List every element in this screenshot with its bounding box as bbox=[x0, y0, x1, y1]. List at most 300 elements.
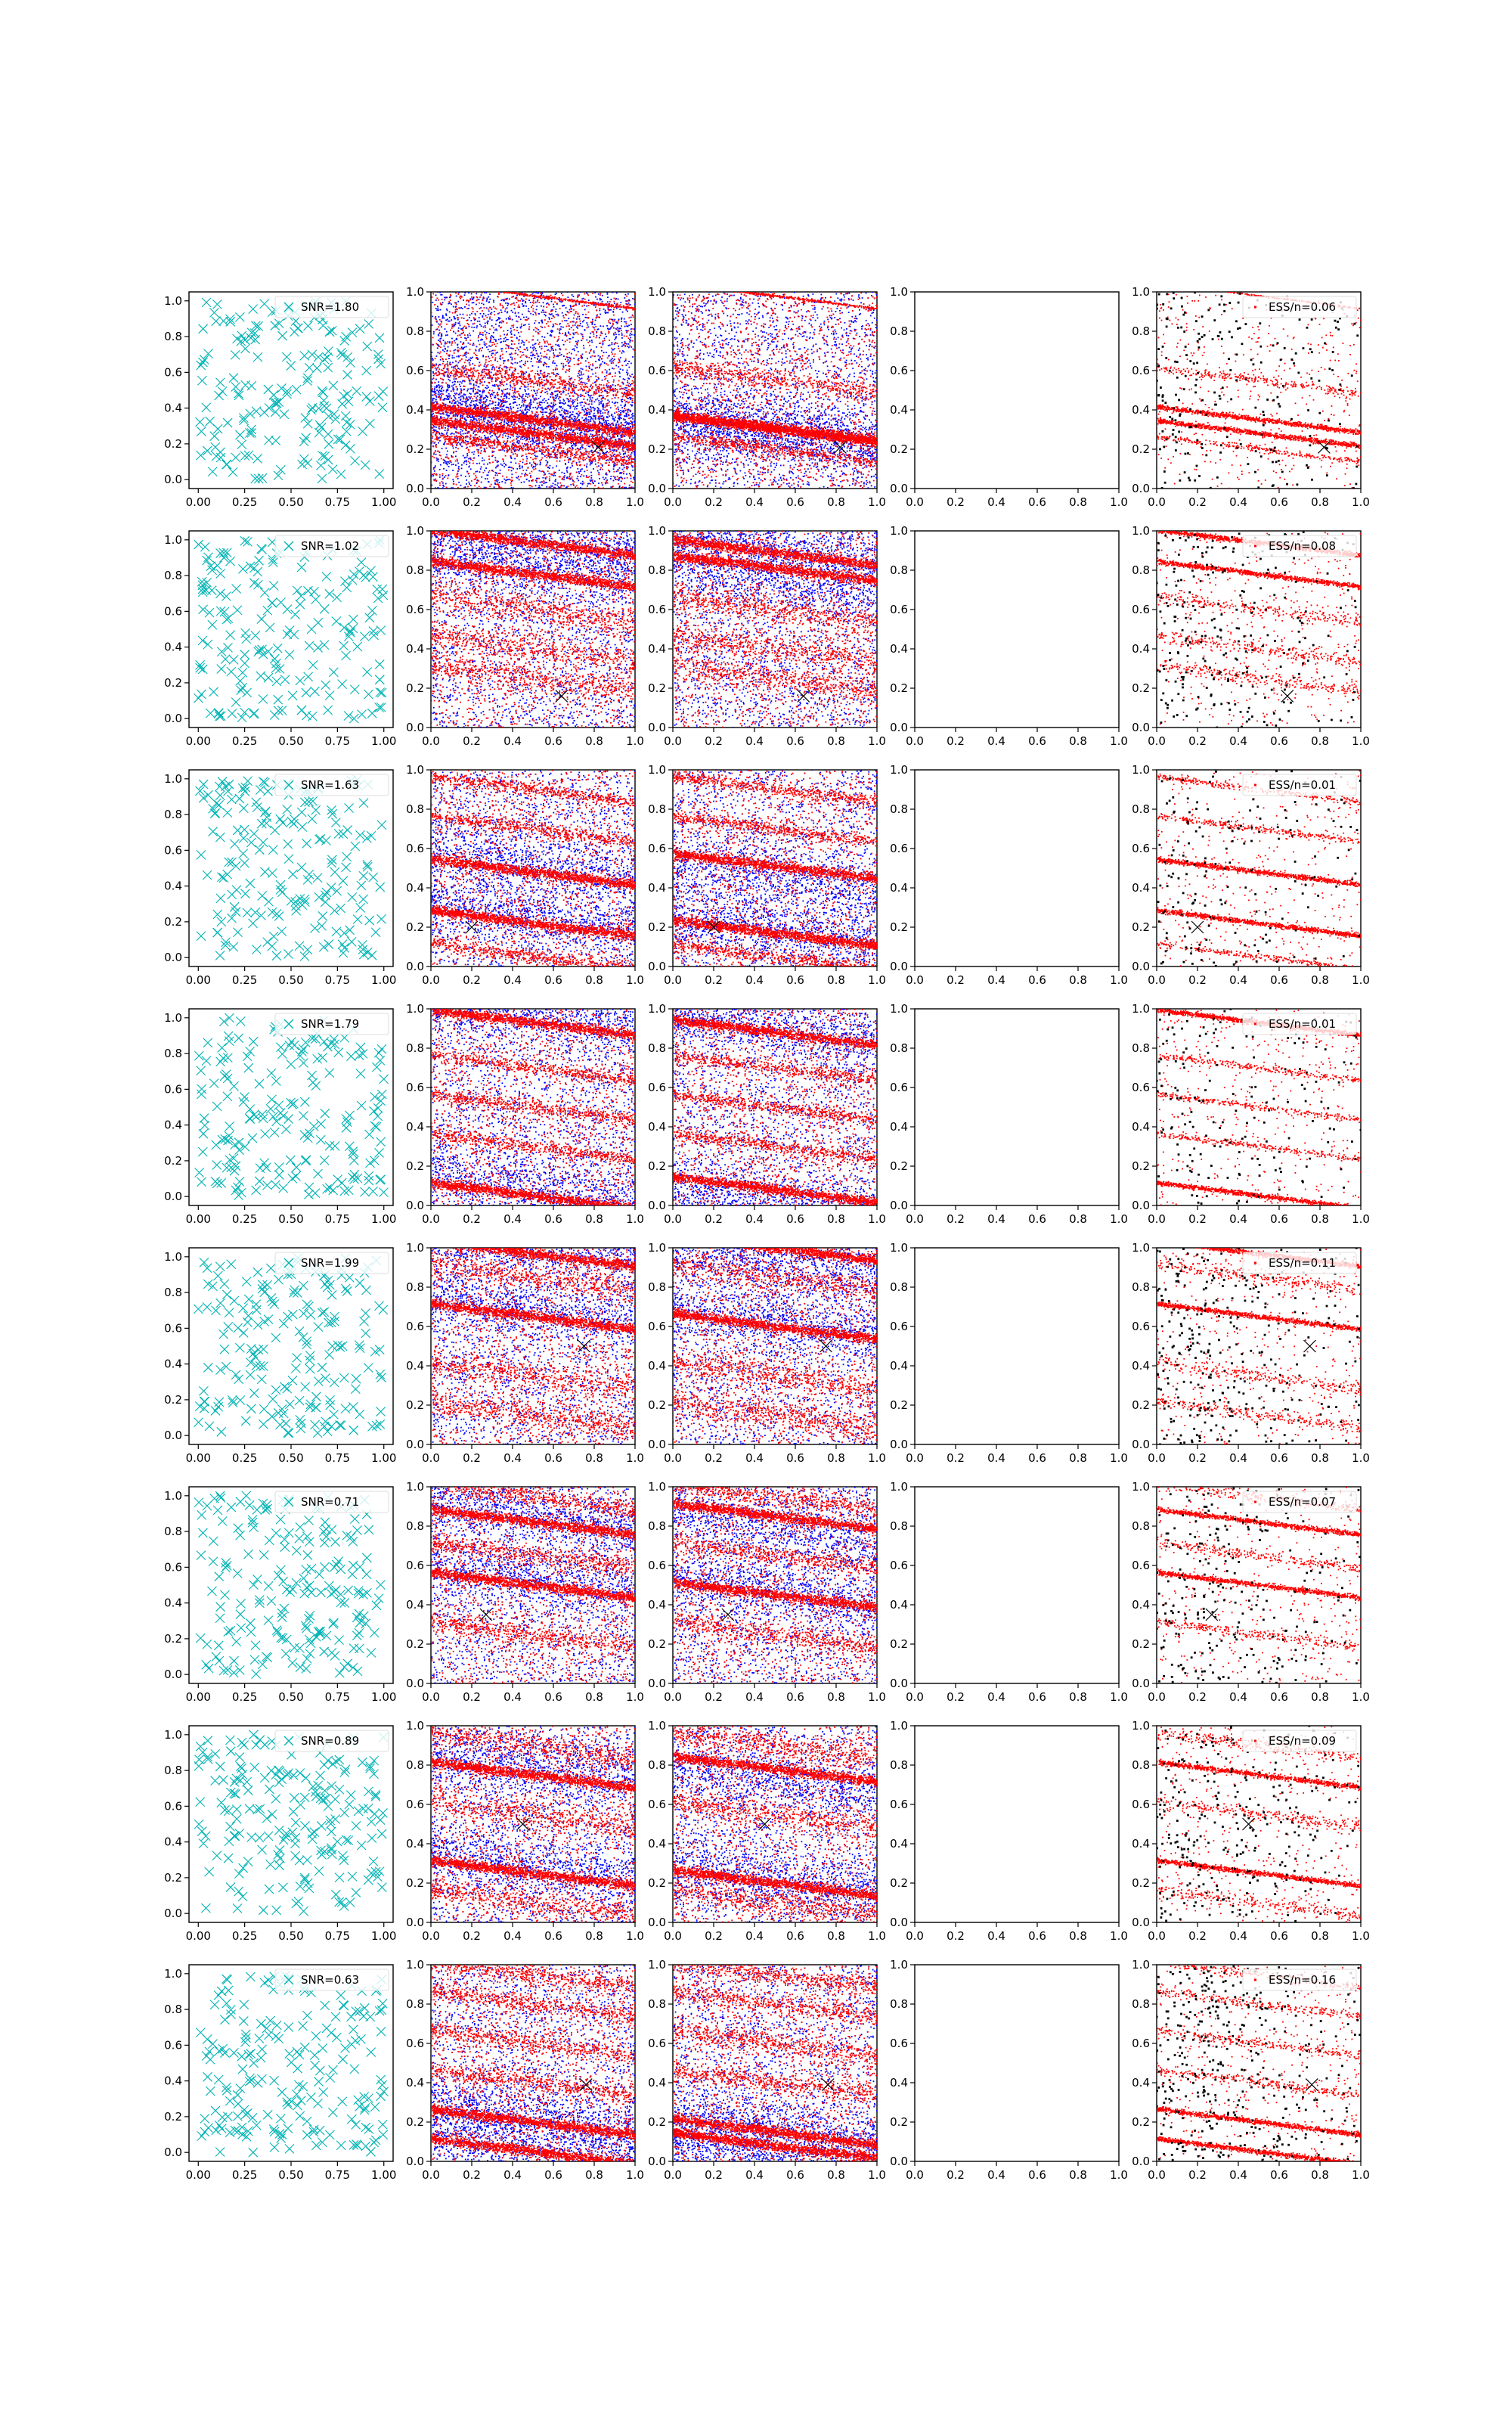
blue-point bbox=[466, 483, 467, 485]
blue-point bbox=[620, 302, 621, 303]
red-point bbox=[491, 365, 492, 366]
red-point bbox=[497, 361, 498, 362]
blue-point bbox=[479, 350, 480, 352]
red-point bbox=[516, 396, 518, 398]
red-point bbox=[609, 355, 610, 357]
blue-point bbox=[513, 302, 515, 304]
red-point bbox=[516, 449, 518, 451]
blue-point bbox=[446, 470, 448, 471]
red-point bbox=[633, 487, 634, 489]
blue-point bbox=[479, 349, 480, 351]
blue-point bbox=[631, 439, 633, 440]
blue-point bbox=[604, 362, 606, 364]
blue-point bbox=[556, 293, 557, 294]
blue-point bbox=[454, 378, 455, 380]
blue-point bbox=[621, 401, 623, 402]
blue-point bbox=[540, 464, 541, 465]
blue-point bbox=[628, 424, 630, 425]
blue-point bbox=[520, 327, 522, 328]
red-point bbox=[460, 391, 462, 392]
red-point bbox=[547, 349, 548, 351]
blue-point bbox=[468, 343, 469, 344]
blue-point bbox=[625, 360, 627, 361]
sample-x-marker bbox=[202, 403, 211, 412]
red-point bbox=[556, 454, 558, 455]
blue-point bbox=[458, 356, 460, 358]
blue-point bbox=[438, 442, 439, 444]
red-point bbox=[565, 412, 566, 414]
blue-point bbox=[603, 343, 604, 344]
blue-point bbox=[478, 455, 479, 457]
blue-point bbox=[573, 296, 575, 297]
blue-point bbox=[442, 448, 443, 449]
red-point bbox=[469, 431, 470, 433]
blue-point bbox=[490, 436, 491, 438]
blue-point bbox=[445, 448, 447, 449]
blue-point bbox=[548, 317, 550, 318]
blue-point bbox=[565, 358, 566, 360]
blue-point bbox=[621, 422, 622, 424]
blue-point bbox=[627, 411, 628, 413]
blue-point bbox=[602, 295, 603, 296]
blue-point bbox=[529, 408, 531, 409]
red-point bbox=[547, 340, 548, 342]
blue-point bbox=[520, 439, 522, 440]
blue-point bbox=[623, 454, 624, 455]
blue-point bbox=[586, 467, 587, 468]
blue-point bbox=[455, 418, 457, 420]
blue-point bbox=[444, 296, 445, 298]
red-point bbox=[607, 357, 609, 358]
blue-point bbox=[522, 314, 523, 315]
blue-point bbox=[458, 362, 460, 364]
red-point bbox=[474, 436, 476, 438]
blue-point bbox=[614, 339, 615, 340]
blue-point bbox=[614, 348, 615, 349]
blue-point bbox=[460, 416, 461, 417]
red-point bbox=[500, 487, 502, 489]
blue-point bbox=[530, 404, 531, 405]
blue-point bbox=[445, 296, 447, 298]
blue-point bbox=[578, 303, 580, 305]
red-point bbox=[631, 481, 632, 482]
blue-point bbox=[589, 352, 590, 354]
red-point bbox=[600, 467, 602, 469]
blue-point bbox=[553, 352, 554, 354]
blue-point bbox=[449, 395, 451, 396]
red-point bbox=[631, 400, 633, 402]
blue-point bbox=[458, 482, 460, 483]
blue-point bbox=[519, 410, 521, 411]
blue-point bbox=[458, 394, 460, 396]
blue-point bbox=[595, 461, 596, 462]
sample-x-marker bbox=[209, 308, 218, 317]
blue-point bbox=[532, 347, 534, 349]
red-point bbox=[618, 470, 619, 472]
blue-point bbox=[634, 334, 635, 336]
red-point bbox=[497, 466, 499, 467]
blue-point bbox=[601, 418, 603, 420]
blue-point bbox=[446, 395, 448, 396]
blue-point bbox=[434, 386, 435, 388]
sample-x-marker bbox=[324, 363, 333, 372]
blue-point bbox=[573, 348, 575, 349]
blue-point bbox=[485, 330, 486, 332]
blue-point bbox=[452, 387, 454, 389]
blue-point bbox=[630, 384, 631, 386]
sample-x-marker bbox=[323, 353, 332, 362]
red-point bbox=[466, 308, 468, 309]
blue-point bbox=[546, 366, 547, 368]
blue-point bbox=[539, 487, 541, 489]
red-point bbox=[479, 302, 480, 304]
blue-point bbox=[513, 407, 514, 408]
blue-point bbox=[572, 294, 573, 296]
blue-point bbox=[449, 380, 451, 382]
blue-point bbox=[610, 476, 612, 477]
blue-point bbox=[448, 386, 450, 388]
blue-point bbox=[525, 407, 527, 408]
blue-point bbox=[615, 337, 617, 339]
blue-point bbox=[575, 346, 576, 347]
red-point bbox=[562, 321, 563, 322]
blue-point bbox=[534, 398, 535, 399]
blue-point bbox=[437, 352, 438, 353]
blue-point bbox=[453, 448, 454, 449]
blue-point bbox=[447, 334, 448, 336]
red-point bbox=[578, 296, 579, 297]
blue-point bbox=[477, 389, 479, 391]
blue-point bbox=[493, 423, 494, 424]
blue-point bbox=[556, 485, 558, 486]
red-point bbox=[569, 371, 570, 372]
blue-point bbox=[507, 388, 508, 389]
blue-point bbox=[473, 296, 475, 298]
sample-x-marker bbox=[352, 386, 361, 396]
red-point bbox=[557, 444, 559, 445]
blue-point bbox=[469, 416, 471, 417]
blue-point bbox=[481, 482, 482, 483]
blue-point bbox=[530, 400, 531, 402]
red-point bbox=[440, 323, 442, 324]
red-point bbox=[471, 379, 472, 380]
red-point bbox=[493, 306, 494, 308]
blue-point bbox=[539, 470, 541, 472]
red-point bbox=[509, 354, 510, 355]
blue-point bbox=[433, 333, 435, 334]
blue-point bbox=[473, 385, 475, 386]
red-point bbox=[517, 477, 519, 479]
blue-point bbox=[544, 299, 546, 300]
blue-point bbox=[562, 340, 563, 341]
red-point bbox=[534, 463, 535, 464]
red-point bbox=[500, 303, 501, 305]
blue-point bbox=[445, 328, 446, 330]
red-point bbox=[551, 372, 553, 374]
blue-point bbox=[625, 365, 627, 366]
blue-point bbox=[580, 469, 581, 470]
blue-point bbox=[464, 486, 466, 488]
blue-point bbox=[460, 475, 462, 476]
blue-point bbox=[538, 329, 539, 330]
sample-x-marker bbox=[260, 299, 269, 309]
blue-point bbox=[432, 371, 434, 373]
panel-r1-c2 bbox=[406, 285, 644, 509]
blue-point bbox=[479, 321, 480, 322]
blue-point bbox=[569, 368, 570, 370]
blue-point bbox=[612, 349, 613, 351]
blue-point bbox=[551, 331, 553, 333]
blue-point bbox=[484, 292, 485, 293]
blue-point bbox=[523, 481, 525, 482]
blue-point bbox=[466, 455, 468, 456]
blue-point bbox=[578, 429, 580, 430]
red-point bbox=[432, 337, 434, 338]
blue-point bbox=[578, 473, 580, 474]
blue-point bbox=[485, 395, 487, 396]
red-point bbox=[447, 430, 448, 431]
red-point bbox=[498, 486, 500, 487]
blue-point bbox=[472, 344, 473, 346]
sample-x-marker bbox=[223, 418, 232, 427]
blue-point bbox=[603, 479, 605, 480]
blue-point bbox=[582, 483, 584, 485]
blue-point bbox=[610, 309, 612, 311]
blue-point bbox=[457, 388, 458, 389]
blue-point bbox=[564, 473, 565, 474]
blue-point bbox=[600, 299, 602, 300]
blue-point bbox=[580, 470, 581, 472]
blue-point bbox=[534, 390, 535, 392]
blue-point bbox=[496, 437, 497, 439]
blue-point bbox=[536, 448, 538, 449]
blue-point bbox=[503, 461, 504, 462]
blue-point bbox=[532, 467, 534, 469]
blue-point bbox=[609, 448, 611, 450]
blue-point bbox=[593, 408, 595, 410]
red-point bbox=[505, 455, 507, 457]
blue-point bbox=[494, 457, 496, 458]
blue-point bbox=[444, 444, 445, 445]
blue-point bbox=[626, 448, 627, 450]
blue-point bbox=[483, 460, 485, 461]
blue-point bbox=[627, 382, 628, 383]
blue-point bbox=[531, 293, 533, 295]
blue-point bbox=[615, 365, 617, 367]
blue-point bbox=[562, 403, 564, 405]
blue-point bbox=[500, 399, 501, 401]
blue-point bbox=[544, 408, 546, 409]
blue-point bbox=[540, 428, 541, 430]
blue-point bbox=[592, 365, 593, 367]
blue-point bbox=[479, 317, 480, 318]
red-point bbox=[569, 400, 571, 402]
blue-point bbox=[435, 365, 437, 366]
blue-point bbox=[627, 363, 629, 365]
red-point bbox=[460, 298, 461, 299]
red-point bbox=[491, 484, 492, 486]
red-point bbox=[463, 355, 464, 357]
blue-point bbox=[455, 324, 457, 325]
blue-point bbox=[493, 385, 494, 386]
blue-point bbox=[555, 344, 556, 346]
blue-point bbox=[550, 350, 551, 352]
blue-point bbox=[439, 451, 441, 453]
blue-point bbox=[631, 363, 632, 365]
blue-point bbox=[501, 389, 503, 391]
red-point bbox=[600, 334, 601, 336]
red-point bbox=[550, 321, 551, 322]
red-point bbox=[476, 358, 478, 359]
blue-point bbox=[438, 309, 439, 311]
blue-point bbox=[525, 393, 527, 395]
blue-point bbox=[505, 402, 507, 403]
x-tick-label: 0.0 bbox=[422, 495, 440, 509]
blue-point bbox=[504, 311, 506, 312]
x-tick-label: 1.00 bbox=[371, 495, 396, 509]
blue-point bbox=[511, 343, 513, 345]
blue-point bbox=[519, 388, 521, 389]
blue-point bbox=[435, 399, 437, 400]
blue-point bbox=[554, 475, 556, 476]
blue-point bbox=[618, 346, 619, 347]
blue-point bbox=[589, 451, 590, 453]
blue-point bbox=[449, 386, 451, 387]
blue-point bbox=[522, 473, 523, 475]
blue-point bbox=[537, 408, 538, 409]
blue-point bbox=[523, 405, 525, 407]
blue-point bbox=[512, 312, 513, 313]
red-point bbox=[499, 312, 500, 314]
blue-point bbox=[583, 320, 584, 321]
red-point bbox=[537, 464, 538, 465]
red-point bbox=[541, 458, 543, 459]
red-point bbox=[502, 307, 503, 309]
blue-point bbox=[577, 448, 578, 449]
blue-point bbox=[538, 485, 540, 486]
blue-point bbox=[453, 481, 454, 482]
blue-point bbox=[503, 300, 505, 302]
blue-point bbox=[545, 446, 547, 448]
blue-point bbox=[469, 462, 470, 464]
red-point bbox=[439, 352, 441, 354]
sample-x-marker bbox=[236, 430, 245, 439]
blue-point bbox=[474, 319, 476, 321]
blue-point bbox=[590, 408, 592, 409]
blue-point bbox=[547, 302, 549, 304]
blue-point bbox=[503, 334, 505, 336]
blue-point bbox=[518, 349, 519, 351]
blue-point bbox=[509, 479, 510, 480]
sample-x-marker bbox=[253, 454, 262, 463]
red-point bbox=[528, 326, 530, 327]
blue-point bbox=[584, 383, 586, 384]
blue-point bbox=[448, 387, 449, 389]
red-point bbox=[569, 328, 570, 330]
blue-point bbox=[512, 427, 513, 428]
y-tick-label: 0.0 bbox=[406, 482, 424, 495]
blue-point bbox=[552, 408, 553, 410]
red-point bbox=[449, 377, 451, 378]
blue-point bbox=[606, 422, 607, 424]
blue-point bbox=[607, 399, 609, 401]
red-point bbox=[461, 296, 463, 298]
blue-point bbox=[544, 337, 546, 338]
blue-point bbox=[559, 352, 561, 354]
blue-point bbox=[472, 357, 473, 358]
blue-point bbox=[569, 309, 571, 311]
red-point bbox=[609, 301, 611, 302]
red-point bbox=[493, 407, 494, 408]
blue-point bbox=[581, 468, 583, 470]
blue-point bbox=[454, 383, 456, 385]
blue-point bbox=[538, 322, 540, 324]
blue-point bbox=[624, 435, 625, 436]
blue-point bbox=[484, 369, 485, 371]
blue-point bbox=[600, 325, 602, 327]
red-point bbox=[562, 431, 563, 433]
blue-point bbox=[543, 306, 544, 308]
blue-point bbox=[527, 349, 528, 351]
blue-point bbox=[525, 390, 526, 392]
blue-point bbox=[571, 327, 572, 328]
blue-point bbox=[548, 358, 550, 360]
blue-point bbox=[503, 385, 504, 386]
red-point bbox=[469, 432, 470, 433]
blue-point bbox=[630, 423, 631, 424]
blue-point bbox=[573, 358, 575, 359]
blue-point bbox=[510, 384, 511, 386]
red-point bbox=[491, 342, 493, 343]
blue-point bbox=[505, 479, 507, 481]
blue-point bbox=[528, 427, 530, 429]
blue-point bbox=[606, 336, 607, 337]
red-point bbox=[513, 395, 515, 396]
blue-point bbox=[457, 389, 458, 391]
blue-point bbox=[592, 397, 593, 399]
blue-point bbox=[511, 470, 513, 471]
blue-point bbox=[492, 367, 494, 368]
blue-point bbox=[476, 470, 478, 472]
red-point bbox=[538, 478, 540, 479]
blue-point bbox=[613, 468, 615, 470]
blue-point bbox=[629, 300, 631, 302]
red-point bbox=[512, 440, 513, 442]
blue-point bbox=[480, 307, 482, 309]
blue-point bbox=[509, 369, 510, 371]
blue-point bbox=[537, 340, 538, 341]
blue-point bbox=[611, 299, 612, 300]
blue-point bbox=[615, 321, 617, 323]
blue-point bbox=[505, 389, 507, 390]
red-point bbox=[621, 365, 623, 366]
blue-point bbox=[569, 338, 570, 340]
blue-point bbox=[585, 408, 587, 410]
blue-point bbox=[606, 391, 608, 392]
blue-point bbox=[506, 422, 507, 424]
blue-point bbox=[484, 343, 485, 345]
red-point bbox=[440, 302, 442, 304]
blue-point bbox=[573, 402, 575, 404]
red-point bbox=[630, 487, 631, 489]
blue-point bbox=[542, 414, 544, 416]
blue-point bbox=[593, 401, 595, 402]
blue-point bbox=[544, 442, 546, 443]
blue-point bbox=[519, 365, 521, 367]
blue-point bbox=[624, 422, 626, 424]
blue-point bbox=[565, 430, 566, 431]
blue-point bbox=[447, 396, 448, 398]
